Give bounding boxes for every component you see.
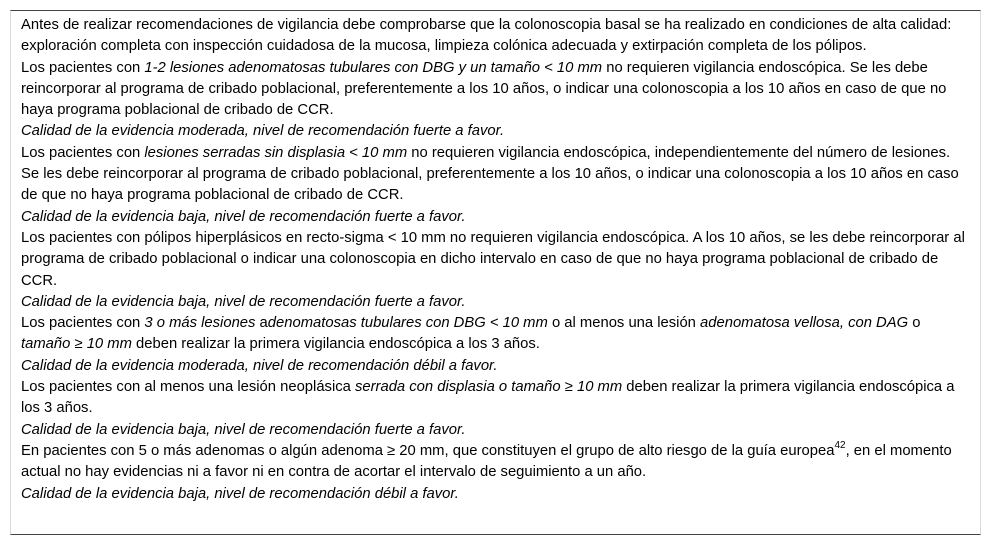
text-segment: Los pacientes con xyxy=(21,315,145,332)
emphasis-text: tamaño ≥ 10 mm xyxy=(21,336,132,353)
emphasis-text: adenomatosa vellosa, con DAG xyxy=(700,315,913,332)
emphasis-text: lesiones serradas sin displasia < 10 mm xyxy=(144,144,408,161)
emphasis-text: denomatosas tubulares con DBG < 10 mm xyxy=(267,315,548,332)
text-segment: no requieren vigilancia endoscópica. Se les debe reincorporar al programa de cribado poblacional, preferentemente a los 10 años, o indicar una colonoscopia a los 10 años en caso de que no haya programa poblacional de cribado de CCR. xyxy=(21,59,947,119)
text-segment: Los pacientes con al menos una lesión neoplásica xyxy=(21,379,355,396)
text-segment: Los pacientes con xyxy=(21,144,145,161)
text-segment: no requieren vigilancia endoscópica, independientemente del número de lesiones. Se les debe reincorporar al programa de cribado poblacional, preferentemente a los 10 años, o indicar una colonoscopia a los 10 años en caso de que no haya programa poblacional de cribado de CCR. xyxy=(21,144,959,204)
evidence-level: Calidad de la evidencia moderada, nivel de recomendación fuerte a favor. xyxy=(21,123,505,140)
evidence-level: Calidad de la evidencia moderada, nivel de recomendación débil a favor. xyxy=(21,357,498,374)
recommendation-text xyxy=(21,313,972,356)
evidence-level: Calidad de la evidencia baja, nivel de recomendación fuerte a favor. xyxy=(21,293,466,310)
recommendation-text xyxy=(21,441,972,484)
evidence-level: Calidad de la evidencia baja, nivel de recomendación débil a favor. xyxy=(21,485,459,502)
text-segment: Los pacientes con pólipos hiperplásicos en recto-sigma < 10 mm no requieren vigilancia endoscópica. A los 10 años, se les debe reincorporar al programa de cribado poblacional o indicar una colonoscopia en dicho intervalo en caso de que no haya programa poblacional de cribado de CCR. xyxy=(21,229,965,289)
text-segment: a xyxy=(259,315,268,332)
text-segment: o al menos una lesión xyxy=(547,315,701,332)
text-segment: deben realizar la primera vigilancia endoscópica a los 3 años. xyxy=(21,379,955,417)
recommendations-list xyxy=(21,15,972,505)
emphasis-text: 1-2 lesiones adenomatosas tubulares con DBG y un tamaño < 10 mm xyxy=(144,59,603,76)
recommendation-text xyxy=(21,58,972,122)
recommendations-table xyxy=(10,10,981,535)
text-segment: Antes de realizar recomendaciones de vigilancia debe comprobarse que la colonoscopia basal se ha realizado en condiciones de alta calidad: exploración completa con inspección cuidadosa de la mucosa, limpieza colónica adecuada y extirpación completa de los pólipos. xyxy=(21,17,952,55)
text-segment: deben realizar la primera vigilancia endoscópica a los 3 años. xyxy=(131,336,540,353)
emphasis-text: serrada con displasia o tamaño ≥ 10 mm xyxy=(354,379,623,396)
evidence-level: Calidad de la evidencia baja, nivel de recomendación fuerte a favor. xyxy=(21,421,466,438)
emphasis-text: 3 o más lesiones xyxy=(144,315,260,332)
recommendation-text xyxy=(21,228,972,292)
text-segment: En pacientes con 5 o más adenomas o algún adenoma ≥ 20 mm, que constituyen el grupo de alto riesgo de la guía europea xyxy=(21,442,835,459)
recommendation-text xyxy=(21,377,972,420)
text-segment: o xyxy=(912,315,921,332)
recommendation-text xyxy=(21,143,972,207)
footnote-reference: 42 xyxy=(834,440,846,452)
text-segment: Los pacientes con xyxy=(21,59,145,76)
evidence-level: Calidad de la evidencia baja, nivel de recomendación fuerte a favor. xyxy=(21,208,466,225)
recommendation-text xyxy=(21,15,972,58)
text-segment: , en el momento actual no hay evidencias ni a favor ni en contra de acortar el intervalo de seguimiento a un año. xyxy=(21,442,952,481)
